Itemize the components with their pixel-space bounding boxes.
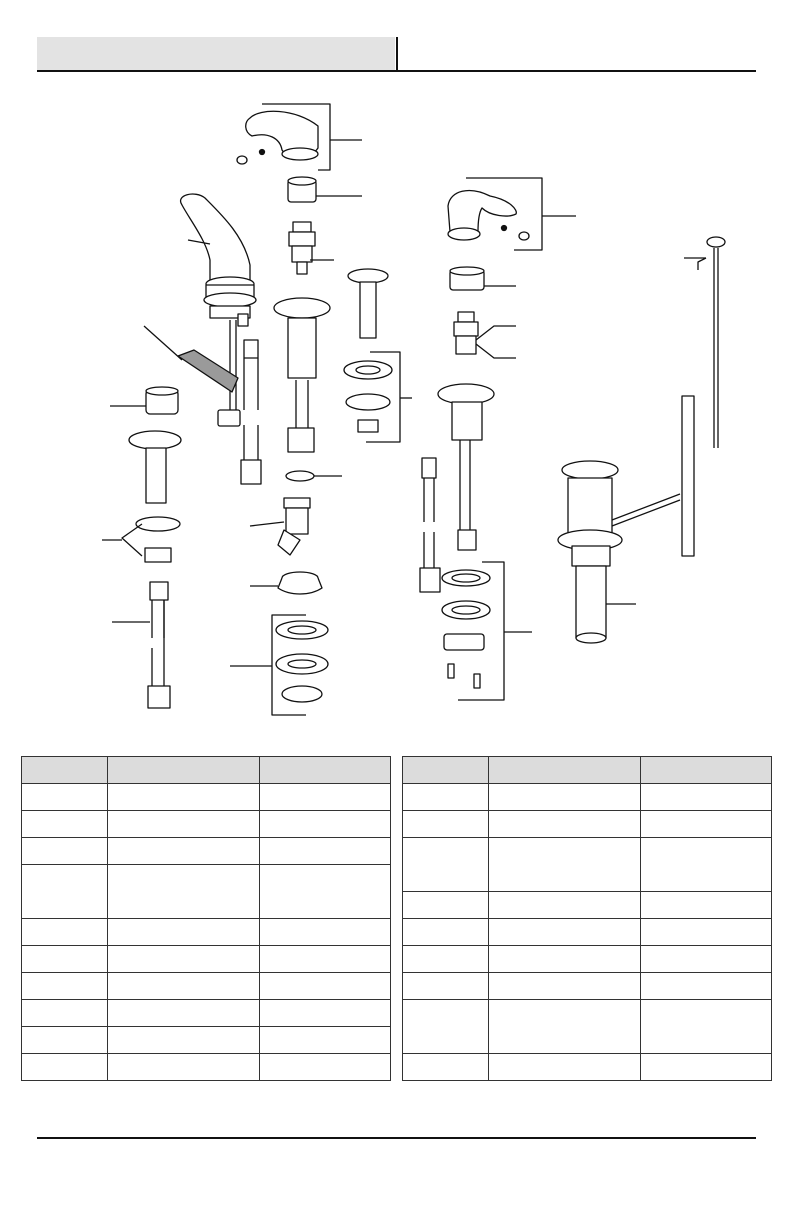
cross-handle-left xyxy=(237,111,318,164)
parts-table-right xyxy=(402,756,772,1081)
header-banner xyxy=(37,37,395,71)
table-row xyxy=(22,1027,391,1054)
mounting-bolt-left xyxy=(129,431,181,503)
header-rule xyxy=(37,70,756,72)
table-row xyxy=(403,838,772,892)
column-header-description xyxy=(489,757,641,784)
washer-and-nut-left xyxy=(136,517,180,562)
mounting-ring-left xyxy=(278,572,322,594)
table-row xyxy=(22,811,391,838)
tee-connector xyxy=(278,498,310,555)
exploded-parts-diagram xyxy=(0,80,793,720)
table-row xyxy=(22,946,391,973)
washer-stack-right xyxy=(442,570,490,688)
table-row xyxy=(22,919,391,946)
table-row xyxy=(403,1000,772,1054)
table-row xyxy=(403,784,772,811)
washer-stack-center xyxy=(344,361,392,432)
table-row xyxy=(403,1054,772,1081)
table-row xyxy=(403,892,772,919)
cartridge-left xyxy=(289,222,315,274)
column-header-description xyxy=(108,757,260,784)
supply-hose-center xyxy=(241,340,261,484)
pop-up-drain xyxy=(558,461,680,643)
drain-strap xyxy=(682,396,694,556)
aerator-cap xyxy=(146,387,178,414)
header-divider xyxy=(396,37,398,72)
washer-stack-left xyxy=(276,621,328,702)
table-row xyxy=(403,973,772,1000)
table-row xyxy=(403,946,772,973)
supply-hose-right xyxy=(420,458,440,592)
valve-body-right xyxy=(438,384,494,550)
spout xyxy=(181,194,256,326)
mounting-bolt-center xyxy=(348,269,388,338)
valve-body-left xyxy=(274,298,330,452)
column-header-part xyxy=(22,757,108,784)
cross-handle-right xyxy=(448,191,529,240)
table-row xyxy=(22,973,391,1000)
bonnet-nut xyxy=(288,177,316,202)
table-row xyxy=(22,838,391,865)
table-row xyxy=(22,784,391,811)
column-header-part-number xyxy=(641,757,772,784)
table-row xyxy=(22,865,391,919)
table-header-row xyxy=(22,757,391,784)
footer-rule xyxy=(37,1137,756,1139)
table-row xyxy=(22,1054,391,1081)
column-header-part xyxy=(403,757,489,784)
supply-hose-left xyxy=(148,582,170,708)
table-row xyxy=(22,1000,391,1027)
bonnet-nut-right xyxy=(450,267,484,290)
table-header-row xyxy=(403,757,772,784)
table-row xyxy=(403,919,772,946)
table-row xyxy=(403,811,772,838)
parts-table-left xyxy=(21,756,391,1081)
cartridge-right xyxy=(454,312,478,354)
lift-rod xyxy=(707,237,725,448)
spout-hose xyxy=(178,320,240,426)
o-ring xyxy=(286,471,314,481)
column-header-part-number xyxy=(260,757,391,784)
